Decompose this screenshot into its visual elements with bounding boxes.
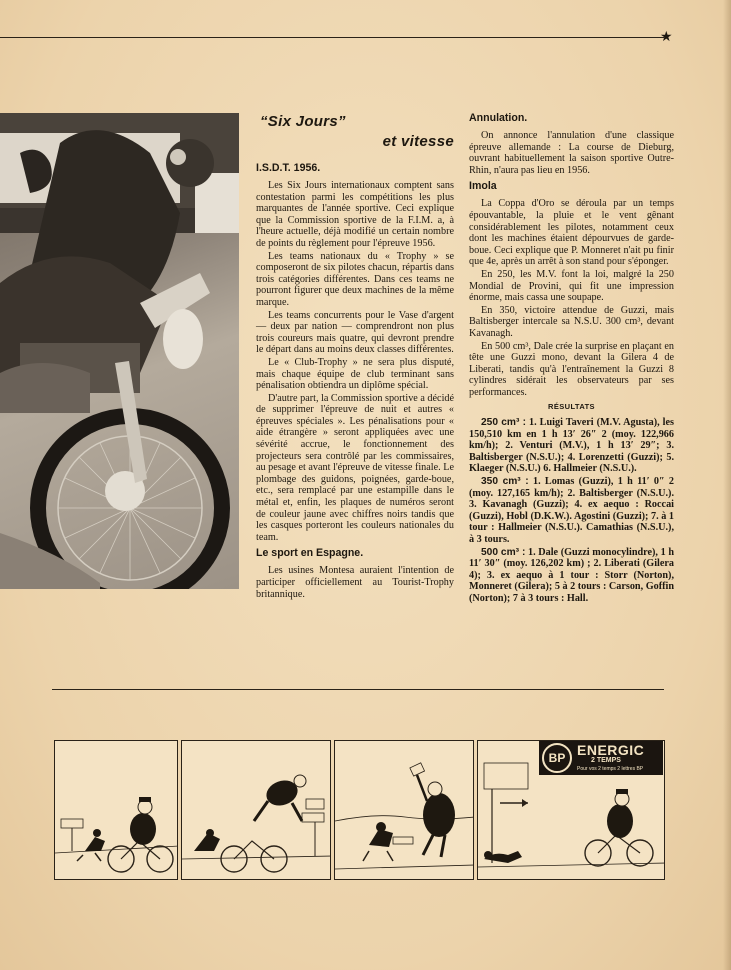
- comic-panel-1-drawing: [55, 741, 178, 880]
- paragraph: En 250, les M.V. font la loi, malgré la 250 Mondial de Provini, qui fit une impression énorme, mais cassa une soupape.: [469, 268, 674, 304]
- top-rule: [0, 37, 664, 38]
- paragraph: En 350, victoire attendue de Guzzi, mais Baltisberger intercale sa N.S.U. 300 cm³, devant Kavanagh.: [469, 304, 674, 339]
- result-class: 500 cm³ :: [481, 546, 526, 558]
- results-title: RÉSULTATS: [548, 402, 595, 412]
- ad-subtitle: 2 TEMPS: [591, 757, 621, 764]
- paragraph: Le « Club-Trophy » ne sera plus disputé, mais chaque équipe de club terminant sans pénalisation obtiendra un diplôme spécial.: [256, 356, 454, 392]
- result-text: 1. Luigi Taveri (M.V. Agusta), les 150,510 km en 1 h 13′ 26″ 2 (moy. 122,966 km/h); 2. Venturi (M.V.), 1 h 13′ 29″; 3. Baltisberger (N.S.U.); 4. Lorenzetti (Guzzi); 5. Klaeger (N.S.U.) 6. Hallmeier (N.S.U.).: [469, 417, 675, 475]
- result-text: 1. Dale (Guzzi monocylindre), 1 h 11′ 30″ (moy. 126,202 km) ; 2. Liberati (Gilera 4); 3. ex aequo à 1 tour : Storr (Norton), Monneret (Gilera); 5 à 2 tours : Carson, Goffin (Norton); 7 à 3 tours : Hall.: [469, 546, 674, 604]
- comic-panel-2-drawing: [182, 741, 331, 880]
- page-edge-shadow: [723, 0, 731, 970]
- section-divider: [52, 689, 664, 690]
- paragraph: En 500 cm³, Dale crée la surprise en plaçant en tête une Guzzi mono, devant la Gilera 4 de Liberati, tandis qu'à l'entraînement la Guzzi 8 cylindres sidérait les observateurs par ses performances.: [469, 340, 674, 398]
- article-title: [256, 112, 454, 152]
- paragraph: D'autre part, la Commission sportive a décidé de supprimer l'épreuve de nuit et autres « épreuves spéciales ». Les pénalisations pour « aide étrangère » seront appliquées avec une sévérité accrue, le fonctionnement des projecteurs sera contrôlé par les commissaires, au pesage et avant l'épreuve de vitesse finale. Le plombage des guidons, poignées, garde-boue, etc., sera remplacé par une estampille dans le métal et, enfin, les plaques de numéros seront de couleur jaune avec chiffres noirs tandis que les casques porteront les couleurs nationales du team.: [256, 392, 455, 543]
- section-heading-annulation: Annulation.: [469, 112, 528, 124]
- ad-brand: ENERGIC: [577, 742, 645, 758]
- bp-energic-ad: [539, 741, 663, 775]
- ad-tagline: Pour vos 2 temps 2 lettres BP: [577, 766, 644, 772]
- comic-panel-1: [54, 740, 178, 880]
- paragraph: Les usines Montesa auraient l'intention de participer officiellement au Tourist-Trophy britannique.: [256, 565, 454, 600]
- section-heading-imola: Imola: [469, 180, 497, 193]
- result-350: [469, 476, 674, 546]
- section-heading-espagne: Le sport en Espagne.: [256, 547, 364, 560]
- article-title-line-2: et vitesse: [382, 133, 454, 150]
- paragraph: La Coppa d'Oro se déroula par un temps épouvantable, la pluie et le vent gênant considérablement les pilotes, notamment ceux dont les machines étaient dépourvues de garde-boue. Ceci explique que P. Monneret n'ait pu finir que 4e, après un arrêt à son stand pour s'éponger.: [469, 198, 674, 268]
- comic-panel-2: [181, 740, 331, 880]
- paragraph: On annonce l'annulation d'une classique épreuve allemande : La course de Dieburg, ouvrant habituellement la saison sportive Outre-Rhin, n'aura pas lieu en 1956.: [469, 130, 674, 176]
- paragraph: Les teams nationaux du « Trophy » se composeront de six pilotes chacun, répartis dans trois catégories différentes. Dans ces teams ne pourront figurer que deux machines de la même marque.: [256, 250, 454, 308]
- comic-panel-3-drawing: [335, 741, 474, 880]
- result-class: 250 cm³ :: [481, 417, 527, 429]
- article-column-right: [469, 112, 674, 606]
- article-column-left: [256, 112, 454, 601]
- result-text: 1. Lomas (Guzzi), 1 h 11′ 0″ 2 (moy. 127,165 km/h); 2. Baltisberger (N.S.U.). 3. Kavanagh (Guzzi); 4. ex aequo : Roccai (Guzzi), Hobl (D.K.W.). Agostini (Guzzi); 7. à 1 tour : Hallmeier (N.S.U.). Camathias (N.S.U.), à 3 tours.: [469, 476, 674, 545]
- result-500: [469, 547, 674, 605]
- paragraph: Les Six Jours internationaux comptent sans contestation parmi les compétitions les plus marquantes de l'année sportive. Ceci explique que la Commission sportive de la F.I.M. a, à l'heure actuelle, déjà modifié un certain nombre de points du règlement pour l'épreuve 1956.: [256, 180, 454, 249]
- result-250: [469, 417, 674, 475]
- comic-panel-4-ad: [477, 740, 665, 880]
- section-heading-isdt: I.S.D.T. 1956.: [256, 162, 321, 174]
- motorcycle-photo-drawing: [0, 113, 239, 589]
- result-class: 350 cm³ :: [481, 476, 529, 488]
- article-title-line-1: “Six Jours”: [260, 113, 346, 130]
- motorcycle-photo: [0, 113, 239, 589]
- star-ornament: ★: [660, 29, 673, 45]
- paragraph: Les teams concurrents pour le Vase d'argent — deux par nation — comprendront non plus trois coureurs mais quatre, qui devront prendre le départ dans au moins deux classes différentes.: [256, 309, 454, 356]
- comic-panel-3: [334, 740, 474, 880]
- bp-logo: BP: [542, 743, 572, 773]
